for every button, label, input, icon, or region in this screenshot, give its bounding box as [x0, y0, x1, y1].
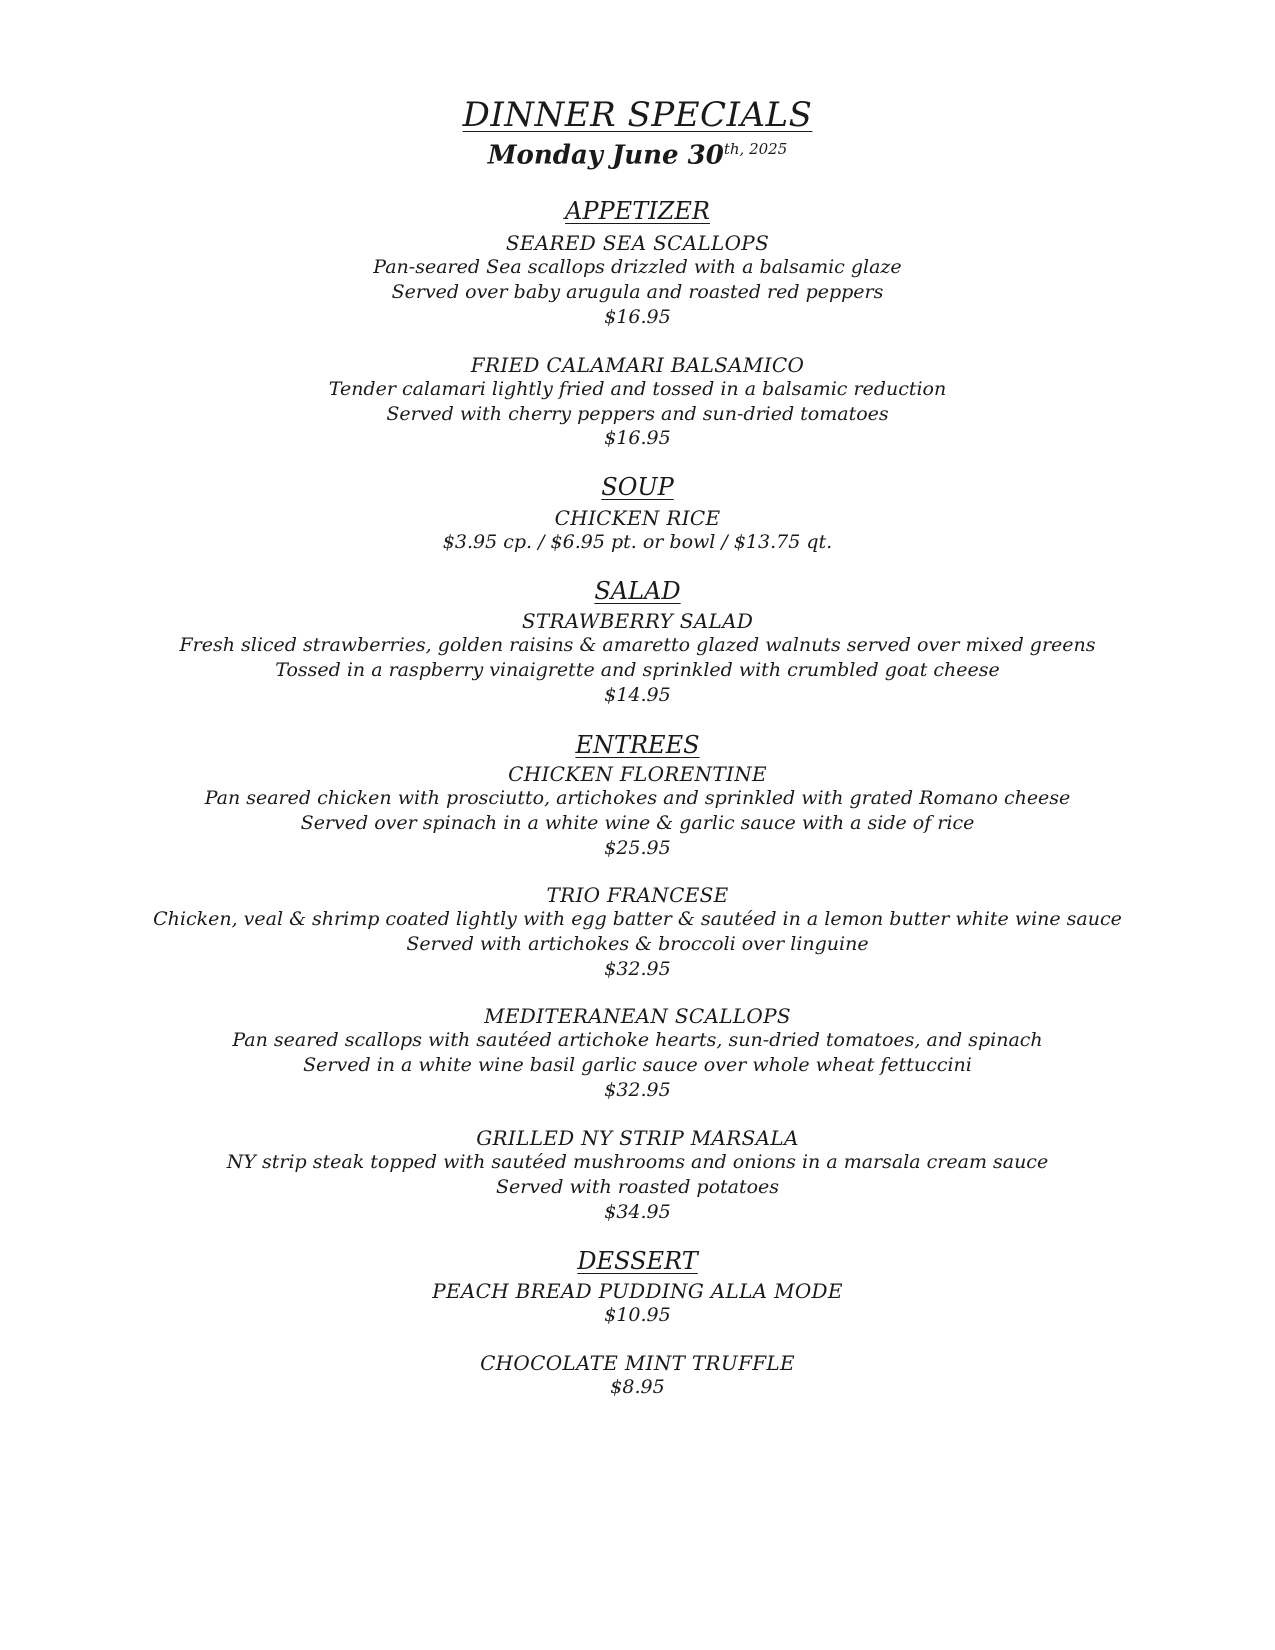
menu-date — [0, 142, 1275, 169]
item-description: Chicken, veal & shrimp coated lightly with egg batter & sautéed in a lemon butter white wine sauce — [153, 908, 1122, 930]
section-heading-dessert: DESSERT — [577, 1247, 698, 1275]
date-suffix: th — [723, 140, 740, 158]
item-price: $16.95 — [604, 427, 671, 449]
item-name: STRAWBERRY SALAD — [521, 609, 754, 633]
item-price: $32.95 — [604, 958, 671, 980]
item-description: Served with roasted potatoes — [495, 1176, 780, 1198]
item-price: $32.95 — [604, 1079, 671, 1101]
item-description: Served in a white wine basil garlic sauce over whole wheat fettuccini — [303, 1054, 972, 1076]
item-price: $34.95 — [604, 1201, 671, 1223]
item-name: CHICKEN RICE — [554, 506, 721, 530]
item-name: SEARED SEA SCALLOPS — [505, 231, 770, 255]
item-description: Fresh sliced strawberries, golden raisins & amaretto glazed walnuts served over mixed greens — [179, 634, 1096, 656]
item-description: Pan seared chicken with prosciutto, artichokes and sprinkled with grated Romano cheese — [204, 787, 1071, 809]
item-name: FRIED CALAMARI BALSAMICO — [470, 353, 805, 377]
page-title: DINNER SPECIALS — [462, 95, 813, 135]
item-description: Pan-seared Sea scallops drizzled with a balsamic glaze — [373, 256, 902, 278]
date-main: Monday June 30 — [487, 140, 724, 171]
item-description: Served over baby arugula and roasted red peppers — [391, 281, 884, 303]
section-heading-entrees: ENTREES — [575, 731, 700, 759]
section-heading-soup: SOUP — [601, 473, 674, 501]
item-price: $10.95 — [604, 1304, 671, 1326]
section-heading-appetizer: APPETIZER — [565, 197, 710, 225]
item-description: Tossed in a raspberry vinaigrette and sprinkled with crumbled goat cheese — [275, 659, 1000, 681]
item-description: NY strip steak topped with sautéed mushrooms and onions in a marsala cream sauce — [226, 1151, 1049, 1173]
item-price: $25.95 — [604, 837, 671, 859]
item-price: $14.95 — [604, 684, 671, 706]
item-description: Served with cherry peppers and sun-dried tomatoes — [386, 403, 889, 425]
item-price: $3.95 cp. / $6.95 pt. or bowl / $13.75 qt. — [442, 531, 833, 553]
item-description: Served with artichokes & broccoli over linguine — [406, 933, 869, 955]
item-name: CHICKEN FLORENTINE — [508, 762, 767, 786]
item-price: $16.95 — [604, 306, 671, 328]
item-name: PEACH BREAD PUDDING ALLA MODE — [432, 1279, 843, 1303]
item-price: $8.95 — [610, 1376, 665, 1398]
section-heading-salad: SALAD — [594, 577, 681, 605]
item-description: Tender calamari lightly fried and tossed in a balsamic reduction — [328, 378, 947, 400]
item-name: GRILLED NY STRIP MARSALA — [476, 1126, 799, 1150]
item-name: CHOCOLATE MINT TRUFFLE — [480, 1351, 795, 1375]
item-description: Served over spinach in a white wine & garlic sauce with a side of rice — [300, 812, 975, 834]
item-name: MEDITERANEAN SCALLOPS — [484, 1004, 791, 1028]
date-year: , 2025 — [739, 140, 788, 158]
item-name: TRIO FRANCESE — [546, 883, 729, 907]
item-description: Pan seared scallops with sautéed artichoke hearts, sun-dried tomatoes, and spinach — [232, 1029, 1043, 1051]
